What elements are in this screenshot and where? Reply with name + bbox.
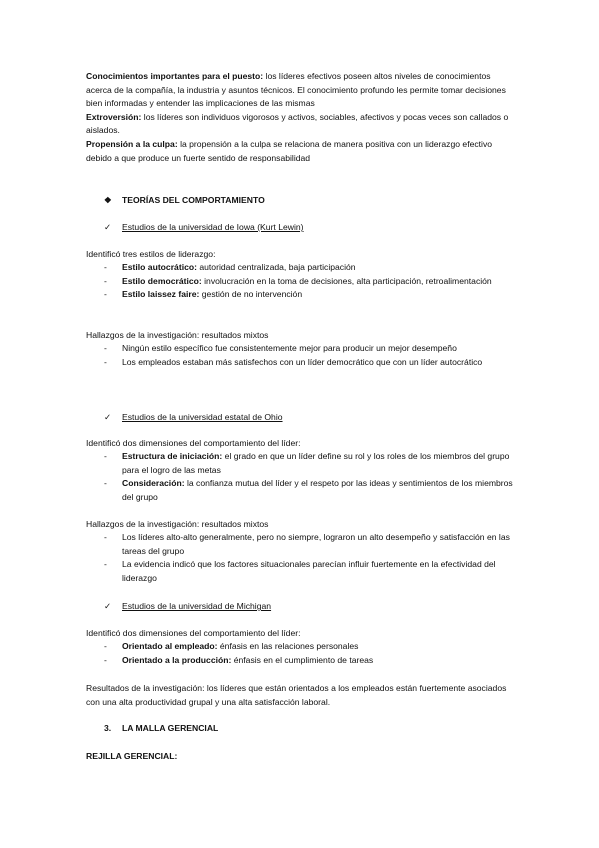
iowa-intro: Identificó tres estilos de liderazgo: xyxy=(86,249,216,259)
dash-bullet: - xyxy=(104,289,107,300)
iowa-styles-list xyxy=(86,261,518,302)
dash-bullet: - xyxy=(104,262,107,272)
list-item xyxy=(86,531,518,558)
dash-bullet: - xyxy=(104,275,107,286)
intro-paragraphs xyxy=(86,70,516,165)
dash-bullet: - xyxy=(104,451,107,461)
dash-bullet: - xyxy=(104,559,107,570)
checkmark-icon: ✓ xyxy=(104,601,112,611)
ohio-dimensions-list xyxy=(86,450,518,505)
list-item xyxy=(86,640,518,654)
item-text: La evidencia indicó que los factores situacionales parecían influir fuertemente en la efectividad del liderazgo xyxy=(122,559,496,584)
item-text: la confianza mutua del líder y el respeto por las ideas y sentimientos de los miembros del grupo xyxy=(122,478,513,503)
diamond-bullet-icon: ❖ xyxy=(104,195,112,205)
subheading-michigan xyxy=(104,600,271,613)
dash-bullet: - xyxy=(104,654,107,665)
item-label: Estilo autocrático: xyxy=(122,262,197,272)
ohio-findings-list xyxy=(86,531,518,586)
dash-bullet: - xyxy=(104,532,107,542)
subheading-iowa xyxy=(104,221,304,234)
iowa-findings-intro: Hallazgos de la investigación: resultados mixtos xyxy=(86,330,269,340)
list-item xyxy=(86,558,518,585)
section-heading-teorias xyxy=(104,194,265,207)
list-item xyxy=(86,477,518,504)
intro-text-knowledge: los líderes efectivos poseen altos niveles de conocimientos acerca de la compañía, la industria y asuntos técnicos. El conocimiento profundo les permite tomar decisiones bien informadas y entender las implicaciones de las mismas xyxy=(86,71,506,109)
subheading-ohio xyxy=(104,411,283,424)
intro-paragraph-knowledge xyxy=(86,70,516,111)
item-label: Estilo democrático: xyxy=(122,275,202,286)
intro-paragraph-extroversion xyxy=(86,111,516,138)
section-number: 3. xyxy=(104,723,112,733)
rejilla-heading: REJILLA GERENCIAL: xyxy=(86,751,178,761)
intro-label-guilt: Propensión a la culpa: xyxy=(86,138,178,149)
item-text: el grado en que un líder define su rol y los roles de los miembros del grupo para el logro de las metas xyxy=(122,451,510,475)
list-item xyxy=(86,450,518,477)
checkmark-icon: ✓ xyxy=(104,222,112,232)
item-text: Los empleados estaban más satisfechos con un líder democrático que con un líder autocrático xyxy=(122,356,483,367)
subheading-title-ohio: Estudios de la universidad estatal de Ohio xyxy=(122,412,283,422)
subheading-title-iowa: Estudios de la universidad de Iowa (Kurt Lewin) xyxy=(122,222,304,232)
section-title-teorias: TEORÍAS DEL COMPORTAMIENTO xyxy=(122,195,265,205)
subheading-title-michigan: Estudios de la universidad de Michigan xyxy=(122,601,272,611)
intro-label-extroversion: Extroversión: xyxy=(86,111,142,122)
item-text: involucración en la toma de decisiones, alta participación, retroalimentación xyxy=(201,275,492,286)
section-title-malla: LA MALLA GERENCIAL xyxy=(122,723,219,733)
intro-text-guilt: la propensión a la culpa se relaciona de manera positiva con un liderazgo efectivo debido a que produce un fuerte sentido de responsabilidad xyxy=(86,138,493,163)
michigan-intro: Identificó dos dimensiones del comportamiento del líder: xyxy=(86,628,301,638)
dash-bullet: - xyxy=(104,356,107,367)
michigan-results: Resultados de la investigación: los líderes que están orientados a los empleados están fuertemente asociados con una alta productividad grupal y una alta satisfacción laboral. xyxy=(86,683,507,707)
item-label: Consideración: xyxy=(122,478,185,489)
dash-bullet: - xyxy=(104,343,107,353)
item-label: Orientado a la producción: xyxy=(122,654,232,665)
iowa-findings-list xyxy=(86,342,518,369)
item-text: autoridad centralizada, baja participación xyxy=(196,262,356,272)
list-item xyxy=(86,356,518,370)
ohio-intro: Identificó dos dimensiones del comportamiento del líder: xyxy=(86,438,301,448)
intro-label-knowledge: Conocimientos importantes para el puesto: xyxy=(86,71,264,81)
item-text: énfasis en el cumplimiento de tareas xyxy=(231,654,374,665)
dash-bullet: - xyxy=(104,641,107,651)
item-text: Los líderes alto-alto generalmente, pero no siempre, lograron un alto desempeño y satisfacción en las tareas del grupo xyxy=(122,532,510,556)
item-text: Ningún estilo específico fue consistentemente mejor para producir un mejor desempeño xyxy=(122,343,457,353)
list-item xyxy=(86,288,518,302)
ohio-findings-intro: Hallazgos de la investigación: resultados mixtos xyxy=(86,519,269,529)
item-label: Estilo laissez faire: xyxy=(122,289,200,300)
section-heading-malla xyxy=(104,722,218,735)
dash-bullet: - xyxy=(104,478,107,489)
item-text: gestión de no intervención xyxy=(199,289,303,300)
item-label: Estructura de iniciación: xyxy=(122,451,223,461)
list-item xyxy=(86,275,518,289)
item-text: énfasis en las relaciones personales xyxy=(217,641,359,651)
list-item xyxy=(86,261,518,275)
list-item xyxy=(86,342,518,356)
list-item xyxy=(86,654,518,668)
intro-text-extroversion: los líderes son individuos vigorosos y activos, sociables, afectivos y pocas veces son callados o aislados. xyxy=(86,111,509,136)
checkmark-icon: ✓ xyxy=(104,412,112,422)
item-label: Orientado al empleado: xyxy=(122,641,218,651)
michigan-dimensions-list xyxy=(86,640,518,667)
intro-paragraph-guilt xyxy=(86,138,516,165)
